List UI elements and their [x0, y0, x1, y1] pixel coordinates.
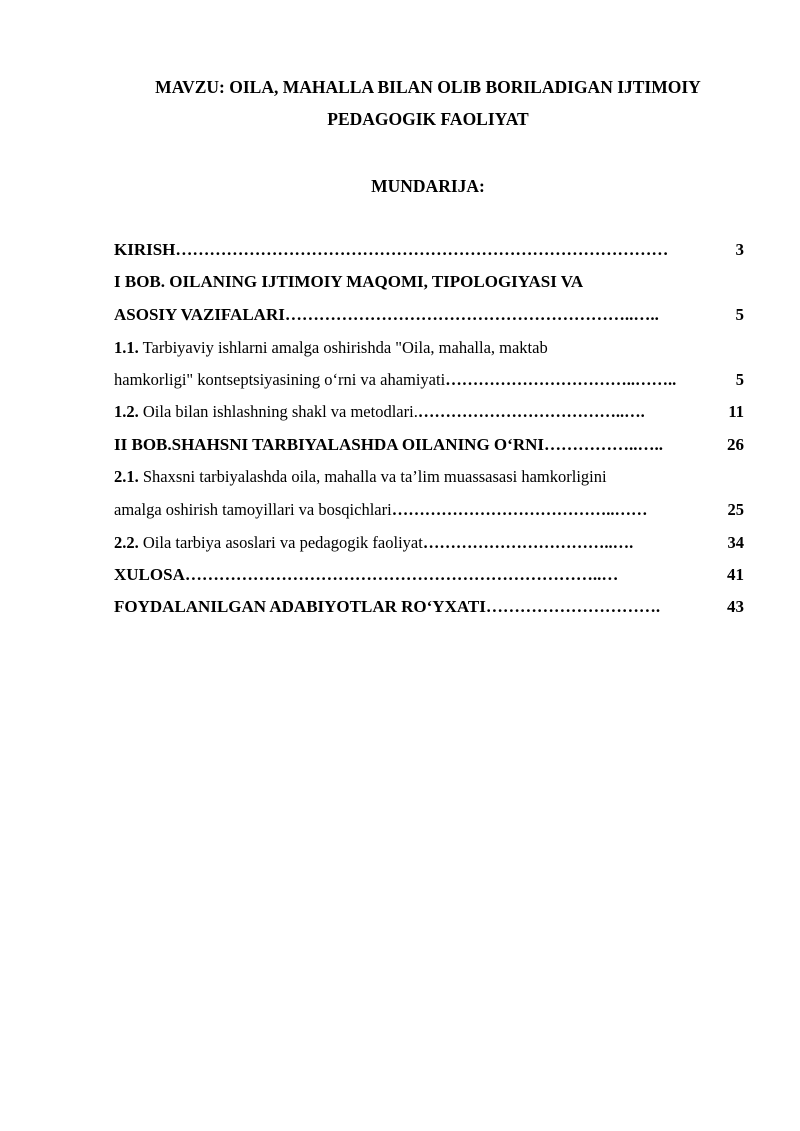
toc-leader-dots: ……………………………..…. — [422, 533, 634, 552]
toc-page-number: 5 — [735, 305, 744, 324]
toc-entry-chapter-1-label: ASOSIY VAZIFALARI — [114, 305, 285, 324]
toc-leader-dots: ……………………………………………………..….. — [284, 305, 659, 324]
toc-entry-section-2-2-label — [114, 532, 423, 554]
toc-page-number: 26 — [727, 435, 744, 454]
toc-leader-dots: ……………………………..…….. — [445, 370, 677, 389]
toc-leader-dots: ………………………………..…. — [417, 402, 645, 421]
toc-leader-dots: ……………..….. — [544, 435, 663, 454]
section-title-part: Tarbiyaviy ishlarni amalga oshirishda "Oila, mahalla, maktab — [138, 338, 548, 357]
toc-entry-section-1-2[interactable] — [114, 401, 744, 423]
section-title-part: Oila bilan ishlashning shakl va metodlari. — [138, 402, 418, 421]
toc-entry-section-1-1-label: hamkorligi" kontseptsiyasining o‘rni va ahamiyati — [114, 370, 446, 389]
toc-leader-dots: …………………………………………………………………………… — [175, 240, 669, 259]
section-number: 2.1. — [114, 467, 139, 486]
document-title-line-1: MAVZU: OILA, MAHALLA BILAN OLIB BORILADIGAN IJTIMOIY — [155, 77, 701, 97]
toc-entry-chapter-2-label: II BOB.SHAHSNI TARBIYALASHDA OILANING O‘RNI — [114, 435, 544, 454]
toc-entry-references[interactable] — [114, 596, 744, 618]
toc-page-number: 5 — [735, 370, 744, 389]
section-number: 2.2. — [114, 533, 139, 552]
section-number: 1.1. — [114, 338, 139, 357]
toc-leader-dots: …………………………………..…… — [391, 500, 648, 519]
toc-page-number: 41 — [727, 565, 744, 584]
toc-entry-section-1-1-line-1 — [114, 337, 744, 359]
toc-page-number: 43 — [727, 597, 744, 616]
toc-entry-section-2-2[interactable] — [114, 532, 744, 554]
section-title-part: Oila tarbiya asoslari va pedagogik faoliyat — [138, 533, 423, 552]
toc-entry-references-label: FOYDALANILGAN ADABIYOTLAR RO‘YXATI — [114, 597, 486, 616]
toc-entry-chapter-1[interactable] — [114, 304, 744, 326]
toc-page-number: 34 — [727, 533, 744, 552]
toc-entry-conclusion[interactable] — [114, 564, 744, 586]
toc-leader-dots: ………………………………………………………………..… — [184, 565, 619, 584]
toc-entry-section-1-1[interactable] — [114, 369, 744, 391]
section-title-part: Shaxsni tarbiyalashda oila, mahalla va ta’lim muassasasi hamkorligini — [138, 467, 607, 486]
toc-entry-chapter-1-line-1: I BOB. OILANING IJTIMOIY MAQOMI, TIPOLOGIYASI VA — [114, 272, 584, 291]
toc-page-number: 25 — [727, 500, 744, 519]
toc-entry-conclusion-label: XULOSA — [114, 565, 185, 584]
toc-page-number: 3 — [735, 240, 744, 259]
toc-entry-section-2-1-label: amalga oshirish tamoyillari va bosqichlari — [114, 500, 392, 519]
toc-entry-section-2-1-line-1 — [114, 466, 744, 488]
toc-entry-section-1-2-label — [114, 401, 418, 423]
toc-entry-section-2-1[interactable] — [114, 499, 744, 521]
contents-heading: MUNDARIJA: — [371, 176, 485, 196]
toc-entry-intro-label: KIRISH — [114, 240, 176, 259]
toc-leader-dots: …………………………. — [485, 597, 661, 616]
toc-entry-intro[interactable] — [114, 239, 744, 261]
section-number: 1.2. — [114, 402, 139, 421]
toc-page-number: 11 — [728, 402, 744, 421]
document-title-line-2: PEDAGOGIK FAOLIYAT — [327, 109, 529, 129]
toc-entry-chapter-2[interactable] — [114, 434, 744, 456]
